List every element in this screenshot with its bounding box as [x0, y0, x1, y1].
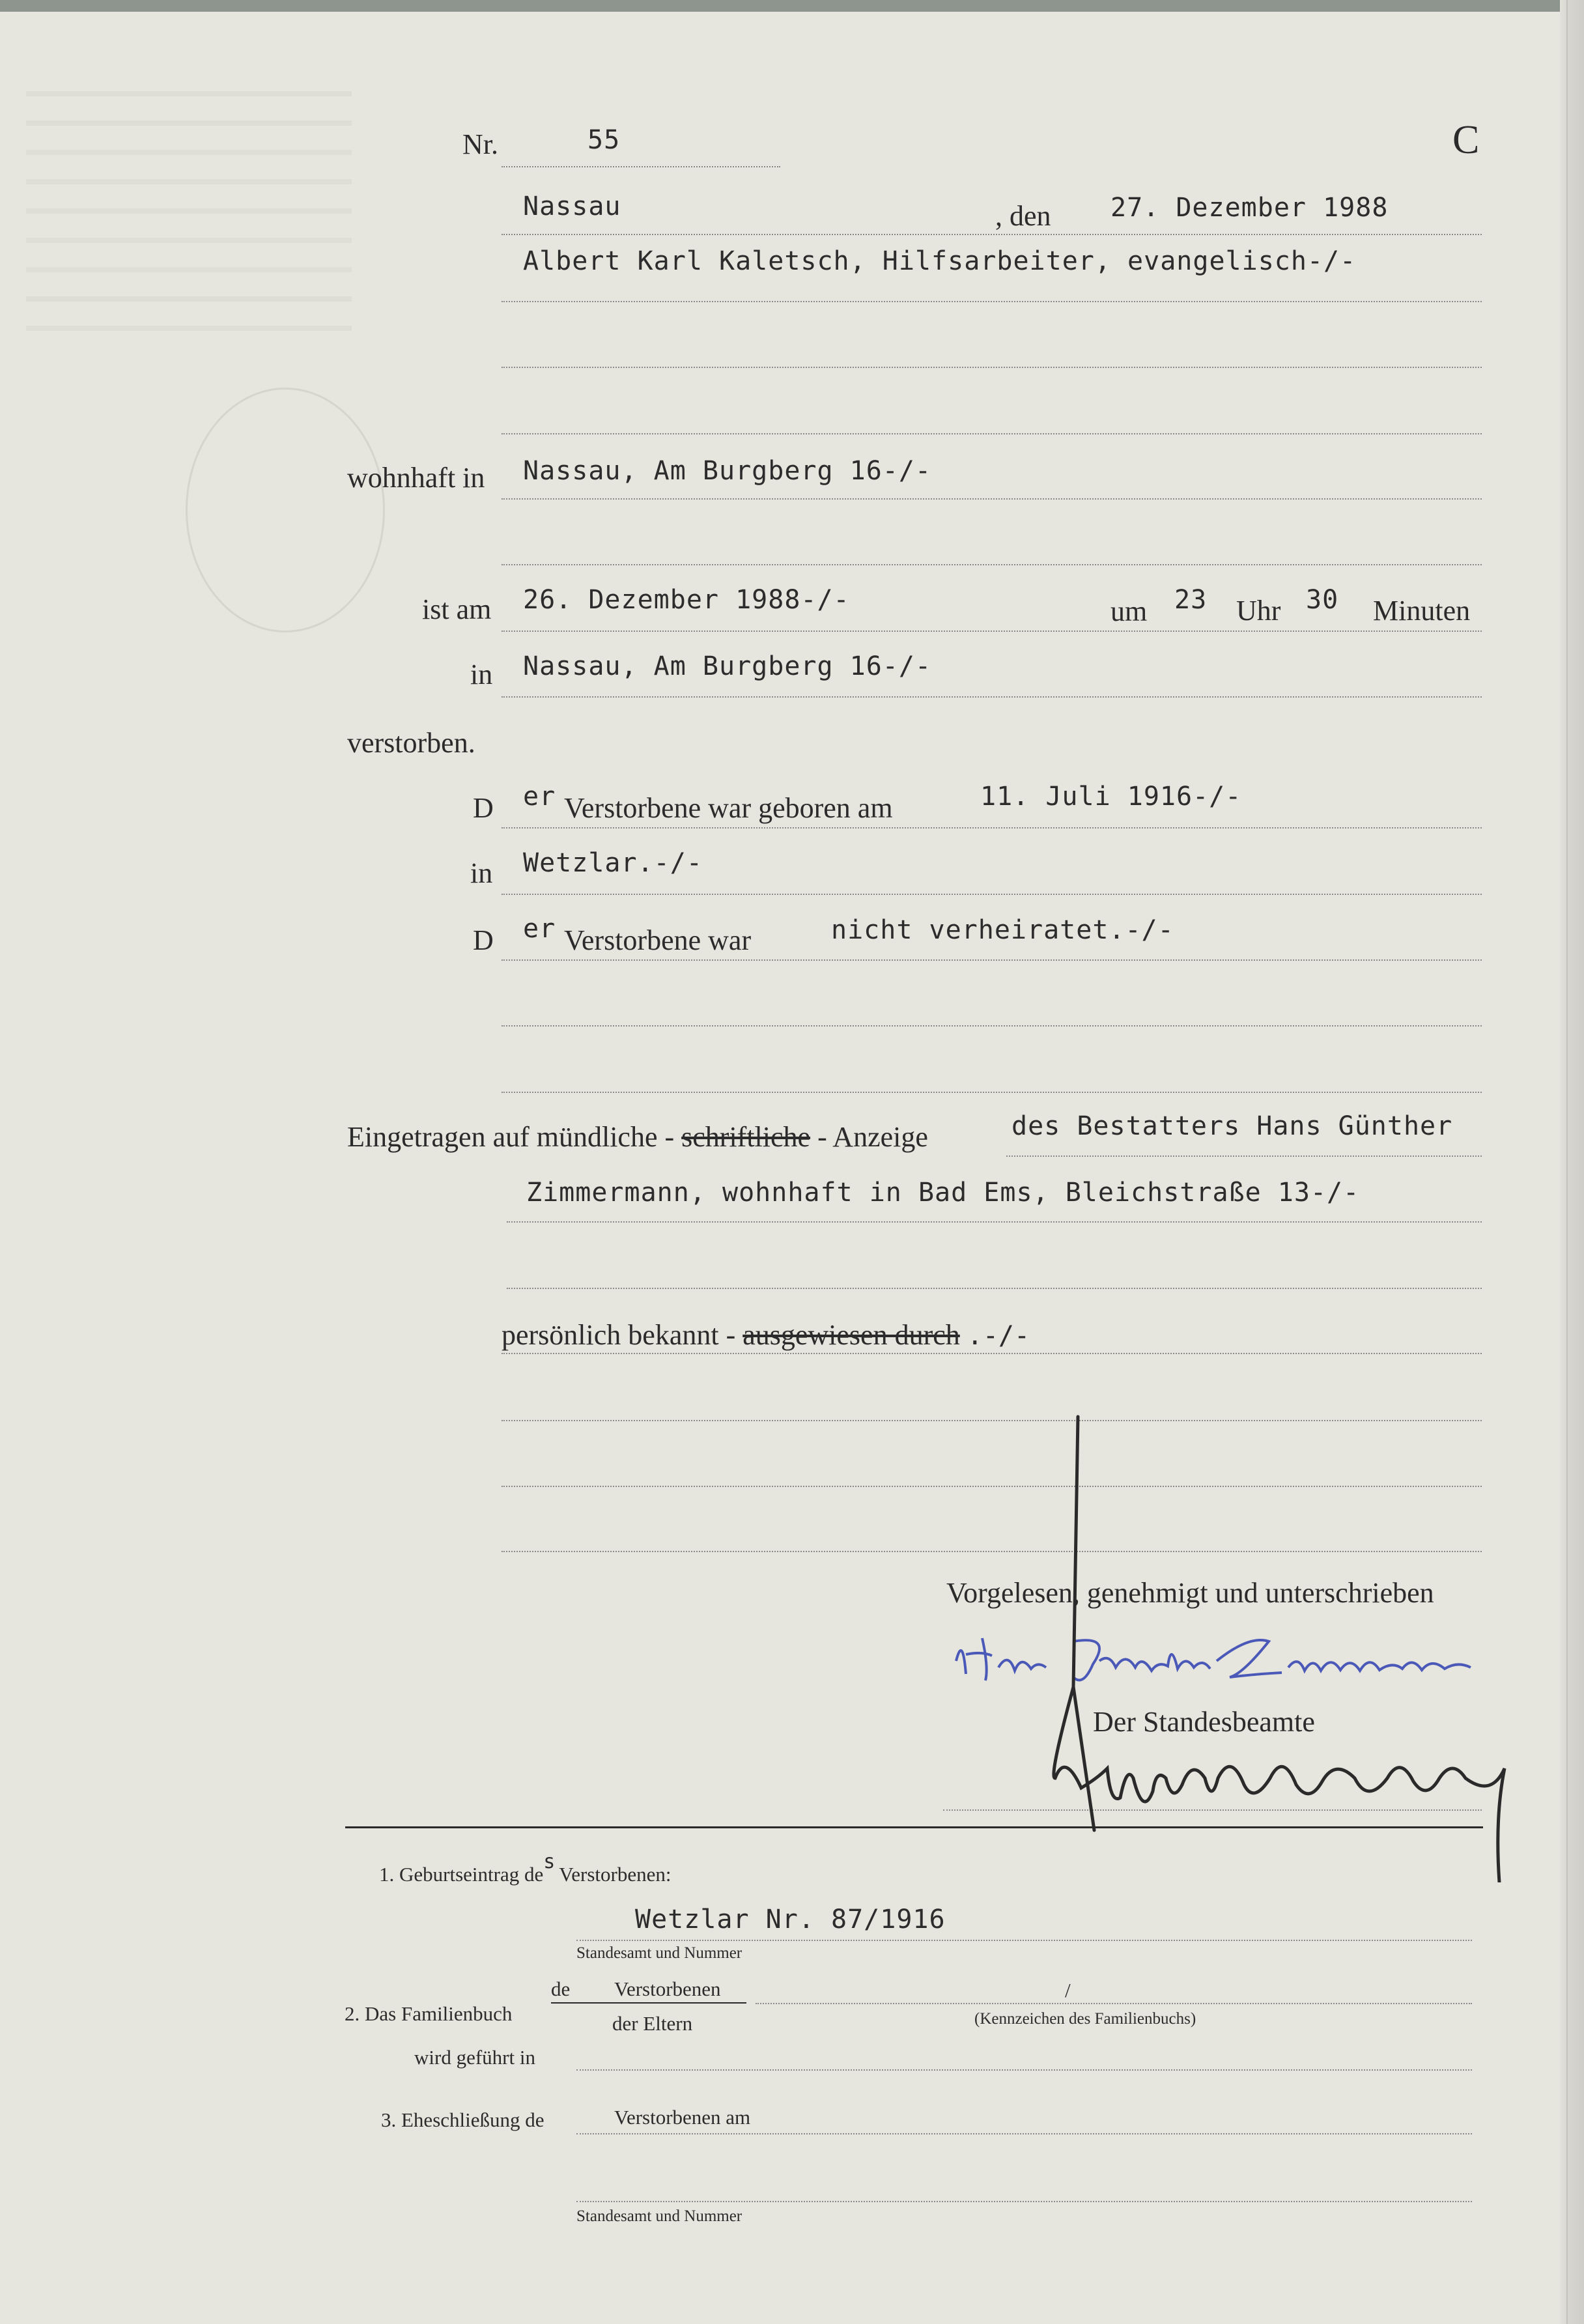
birth-entry-value: Wetzlar Nr. 87/1916	[635, 1905, 946, 1934]
informant-line-1: des Bestatters Hans Günther	[1011, 1111, 1453, 1141]
dotted-line	[502, 827, 1482, 829]
person-name-line: Albert Karl Kaletsch, Hilfsarbeiter, evangelisch-/-	[523, 246, 1357, 276]
residence-value: Nassau, Am Burgberg 16-/-	[523, 456, 932, 486]
death-place: Nassau, Am Burgberg 16-/-	[523, 651, 932, 681]
standesamt-nummer-label-2: Standesamt und Nummer	[576, 2207, 742, 2225]
dotted-line	[502, 234, 1482, 235]
dotted-line	[502, 696, 1482, 698]
dotted-line	[502, 367, 1482, 368]
birth-place: Wetzlar.-/-	[523, 848, 703, 878]
dotted-line	[576, 2069, 1472, 2071]
footer-item2-verstorbenen: Verstorbenen	[614, 1977, 721, 2000]
death-date: 26. Dezember 1988-/-	[523, 585, 850, 615]
registrar-label: Der Standesbeamte	[1093, 1706, 1315, 1738]
dotted-line	[576, 2133, 1472, 2134]
footer-item2-label: 2. Das Familienbuch	[345, 2002, 513, 2025]
dotted-line	[576, 2201, 1472, 2202]
marital-d-prefix: D	[473, 924, 494, 956]
footer-item3-suffix: Verstorbenen am	[614, 2106, 751, 2129]
footer-item1-prefix: 1. Geburtseintrag de	[379, 1863, 544, 1886]
dotted-line	[502, 1092, 1482, 1093]
dotted-line	[502, 498, 1482, 500]
in-label: in	[470, 659, 493, 690]
dotted-line	[1006, 1155, 1482, 1157]
nr-label: Nr.	[462, 128, 498, 160]
fraction-line	[551, 2002, 746, 2004]
page-right-edge	[1560, 0, 1584, 2324]
wohnhaft-label: wohnhaft in	[347, 462, 485, 494]
footer-item2-de: de	[551, 1977, 571, 2000]
footer-item2-eltern: der Eltern	[612, 2012, 693, 2035]
dotted-line	[502, 433, 1482, 434]
bleed-through-seal	[186, 388, 385, 632]
nr-value: 55	[587, 125, 621, 155]
dotted-line	[502, 1353, 1482, 1354]
dotted-line	[502, 894, 1482, 895]
dotted-line	[756, 2003, 1472, 2004]
identity-label-struck: ausgewiesen durch	[742, 1319, 960, 1351]
footer-item2-gefuehrt: wird geführt in	[414, 2046, 535, 2069]
footer-item1-label	[379, 1850, 672, 1886]
registration-label	[347, 1120, 928, 1154]
uhr-label: Uhr	[1236, 595, 1281, 627]
verstorben-label: verstorben.	[347, 727, 475, 759]
dotted-line	[576, 1940, 1472, 1941]
birth-d-prefix: D	[473, 792, 494, 824]
nr-dotted-line	[502, 166, 780, 167]
den-label: , den	[995, 200, 1051, 232]
dotted-line	[502, 301, 1482, 302]
page-right-edge-line	[1566, 0, 1568, 2324]
registration-label-part2: - Anzeige	[817, 1121, 928, 1153]
registration-label-struck: schriftliche	[681, 1121, 811, 1153]
dotted-line	[507, 1288, 1482, 1289]
death-hour: 23	[1174, 585, 1208, 615]
birth-in-label: in	[470, 857, 493, 889]
dotted-line	[502, 631, 1482, 632]
footer-item1-suffix: Verstorbenen:	[559, 1863, 672, 1886]
um-label: um	[1110, 595, 1148, 627]
identity-label-part1: persönlich bekannt -	[502, 1319, 736, 1351]
identity-value: .-/-	[967, 1321, 1030, 1351]
marital-status: nicht verheiratet.-/-	[831, 915, 1174, 945]
read-approved-label: Vorgelesen, genehmigt und unterschrieben	[946, 1577, 1434, 1609]
page-top-edge	[0, 0, 1584, 12]
ist-am-label: ist am	[422, 593, 492, 625]
birth-er-suffix: er	[523, 782, 556, 812]
identity-label	[502, 1318, 1030, 1352]
place-value: Nassau	[523, 191, 621, 221]
registrar-signature	[1036, 1413, 1511, 1882]
marital-er-suffix: er	[523, 914, 556, 944]
birth-label: Verstorbene war geboren am	[564, 792, 893, 824]
birth-date: 11. Juli 1916-/-	[980, 782, 1242, 812]
dotted-line	[507, 1221, 1482, 1223]
death-minutes: 30	[1306, 585, 1339, 615]
dotted-line	[502, 1025, 1482, 1027]
kennzeichen-label: (Kennzeichen des Familienbuchs)	[974, 2010, 1196, 2028]
footer-item2-slash: /	[1065, 1979, 1071, 2002]
standesamt-nummer-label: Standesamt und Nummer	[576, 1944, 742, 1962]
dotted-line	[502, 564, 1482, 565]
registration-label-part1: Eingetragen auf mündliche -	[347, 1121, 675, 1153]
informant-line-2: Zimmermann, wohnhaft in Bad Ems, Bleichstraße 13-/-	[526, 1178, 1360, 1208]
footer-separator-line	[345, 1826, 1483, 1828]
bleed-through-text	[26, 77, 352, 350]
marital-label: Verstorbene war	[564, 924, 752, 956]
minuten-label: Minuten	[1373, 595, 1471, 627]
dotted-line	[502, 959, 1482, 961]
document-date: 27. Dezember 1988	[1110, 193, 1389, 223]
footer-item3-label: 3. Eheschließung de	[381, 2108, 544, 2131]
footer-item1-s: s	[543, 1850, 556, 1873]
form-letter: C	[1452, 118, 1480, 162]
